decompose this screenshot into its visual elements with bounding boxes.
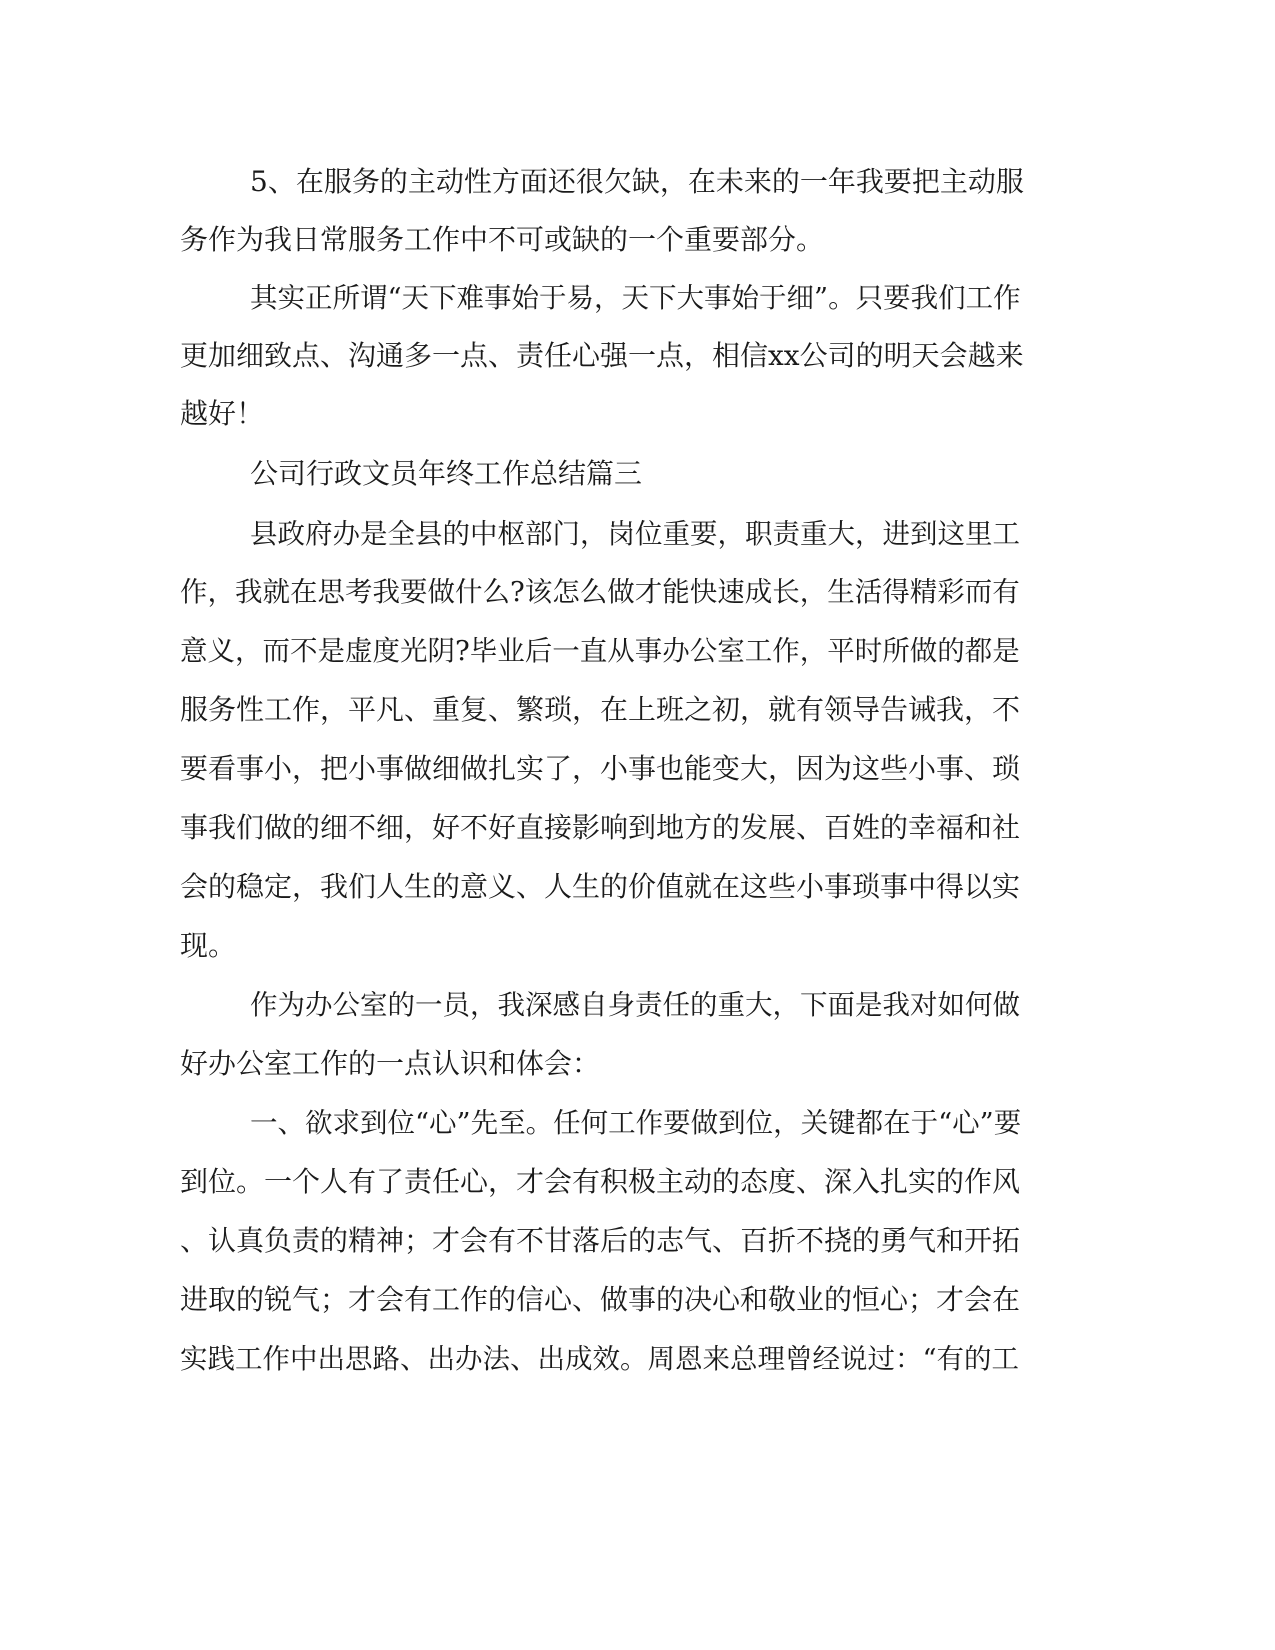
text-line-16: 好办公室工作的一点认识和体会： [180,1047,601,1080]
text-line-12: 事我们做的细不细，好不好直接影响到地方的发展、百姓的幸福和社 [180,811,1021,844]
text-line-21: 实践工作中出思路、出办法、出成效。周恩来总理曾经说过：“有的工 [180,1343,1020,1375]
text-line-5: 越好！ [180,397,265,430]
text-line-4: 更加细致点、沟通多一点、责任心强一点，相信xx公司的明天会越来 [180,339,1024,372]
text-line-2: 务作为我日常服务工作中不可或缺的一个重要部分。 [180,223,825,256]
text-line-7: 县政府办是全县的中枢部门，岗位重要，职责重大，进到这里工 [250,518,1020,550]
text-line-3: 其实正所谓“天下难事始于易，天下大事始于细”。只要我们工作 [250,282,1021,314]
text-line-20: 进取的锐气；才会有工作的信心、做事的决心和敬业的恒心；才会在 [180,1283,1021,1316]
text-line-10: 服务性工作，平凡、重复、繁琐，在上班之初，就有领导告诫我，不 [180,693,1021,726]
text-line-9: 意义，而不是虚度光阴?毕业后一直从事办公室工作，平时所做的都是 [180,635,1020,667]
section-heading: 公司行政文员年终工作总结篇三 [250,457,643,490]
text-line-11: 要看事小，把小事做细做扎实了，小事也能变大，因为这些小事、琐 [180,752,1021,785]
text-line-19: 、认真负责的精神；才会有不甘落后的志气、百折不挠的勇气和开拓 [180,1224,1021,1257]
text-line-15: 作为办公室的一员，我深感自身责任的重大，下面是我对如何做 [250,989,1020,1021]
text-line-14: 现。 [180,929,237,962]
text-line-1: 5、在服务的主动性方面还很欠缺，在未来的一年我要把主动服 [250,165,1024,198]
text-line-8: 作，我就在思考我要做什么?该怎么做才能快速成长，生活得精彩而有 [180,576,1020,608]
text-line-13: 会的稳定，我们人生的意义、人生的价值就在这些小事琐事中得以实 [180,870,1021,903]
text-line-17: 一、欲求到位“心”先至。任何工作要做到位，关键都在于“心”要 [250,1107,1022,1139]
text-line-18: 到位。一个人有了责任心，才会有积极主动的态度、深入扎实的作风 [180,1165,1021,1198]
